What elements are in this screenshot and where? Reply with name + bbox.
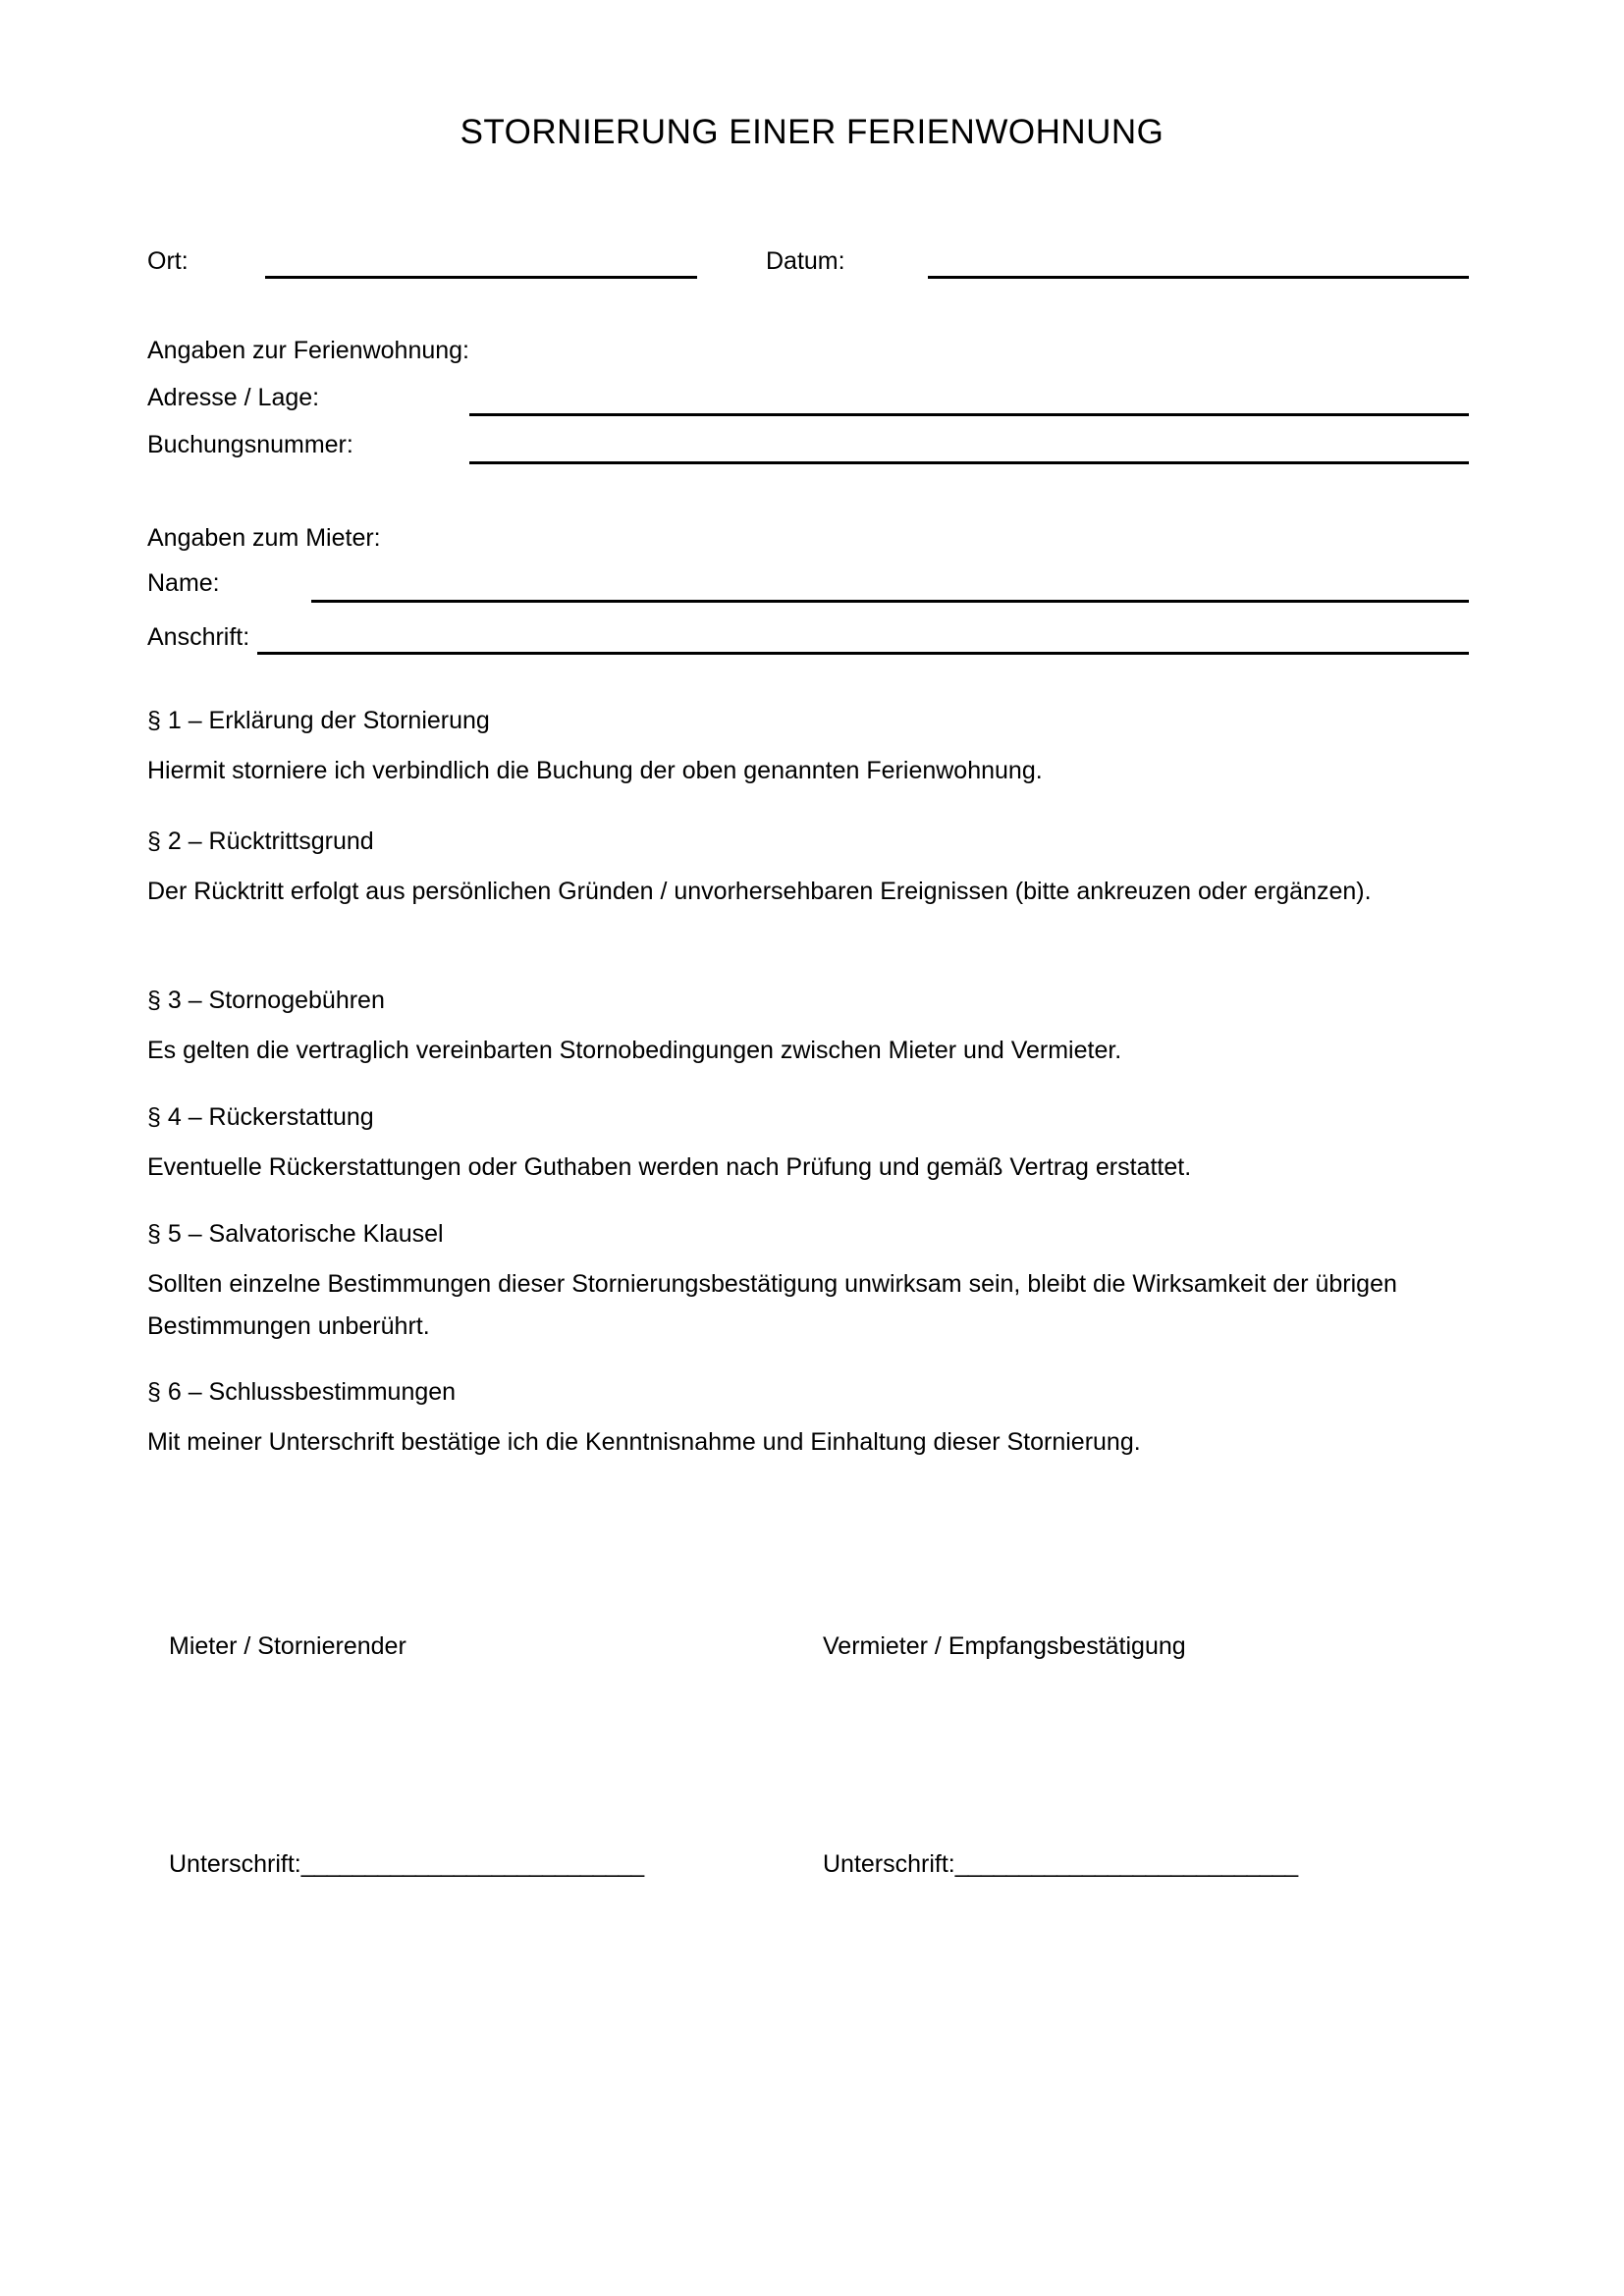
section-6-body: Mit meiner Unterschrift bestätige ich die Kenntnisnahme und Einhaltung dieser Stornierung. [147, 1428, 1141, 1456]
section-5-body: Sollten einzelne Bestimmungen dieser Stornierungsbestätigung unwirksam sein, bleibt die Wirksamkeit der übrigen Bestimmungen unberührt. [147, 1270, 1397, 1340]
section-3-heading: § 3 – Stornogebühren [147, 987, 385, 1014]
section-3-body: Es gelten die vertraglich vereinbarten Stornobedingungen zwischen Mieter und Vermieter. [147, 1037, 1122, 1064]
signature-caption-tenant: Mieter / Stornierender [169, 1632, 406, 1660]
section-4-body: Eventuelle Rückerstattungen oder Guthaben werden nach Prüfung und gemäß Vertrag erstattet. [147, 1153, 1192, 1181]
booking-number-label: Buchungsnummer: [147, 431, 353, 458]
section-1-body: Hiermit storniere ich verbindlich die Buchung der oben genannten Ferienwohnung. [147, 757, 1043, 784]
section-2-heading: § 2 – Rücktrittsgrund [147, 828, 374, 855]
section-1 [147, 703, 1468, 792]
signature-caption-landlord: Vermieter / Empfangsbestätigung [823, 1632, 1186, 1660]
section-2 [147, 824, 1468, 913]
ort-label: Ort: [147, 247, 189, 275]
datum-label: Datum: [766, 247, 845, 275]
tenant-name-input-line[interactable] [311, 600, 1469, 603]
section-6 [147, 1374, 1468, 1464]
tenant-block-heading: Angaben zum Mieter: [147, 524, 381, 552]
section-4-heading: § 4 – Rückerstattung [147, 1103, 374, 1131]
section-3 [147, 983, 1468, 1072]
booking-number-input-line[interactable] [469, 461, 1469, 464]
apartment-block-heading: Angaben zur Ferienwohnung: [147, 337, 470, 364]
apartment-address-label: Adresse / Lage: [147, 384, 320, 411]
datum-input-line[interactable] [928, 276, 1469, 279]
section-5-heading: § 5 – Salvatorische Klausel [147, 1220, 444, 1248]
apartment-address-input-line[interactable] [469, 413, 1469, 416]
tenant-address-label: Anschrift: [147, 623, 250, 651]
signature-label-tenant: Unterschrift: [169, 1850, 301, 1878]
section-1-heading: § 1 – Erklärung der Stornierung [147, 707, 490, 734]
signature-field-landlord[interactable] [823, 1850, 1297, 1879]
section-2-body: Der Rücktritt erfolgt aus persönlichen Gründen / unvorhersehbaren Ereignissen (bitte ankreuzen oder ergänzen). [147, 878, 1372, 905]
section-5 [147, 1216, 1468, 1348]
signature-label-landlord: Unterschrift: [823, 1850, 955, 1878]
page-title: STORNIERUNG EINER FERIENWOHNUNG [460, 113, 1164, 151]
tenant-name-label: Name: [147, 569, 220, 597]
signature-field-tenant[interactable] [169, 1850, 643, 1879]
ort-input-line[interactable] [265, 276, 697, 279]
section-4 [147, 1099, 1468, 1189]
section-6-heading: § 6 – Schlussbestimmungen [147, 1378, 457, 1406]
signature-blank-tenant[interactable]: ___________________________ [300, 1850, 644, 1878]
signature-blank-landlord[interactable]: ___________________________ [954, 1850, 1298, 1878]
tenant-address-input-line[interactable] [257, 652, 1469, 655]
